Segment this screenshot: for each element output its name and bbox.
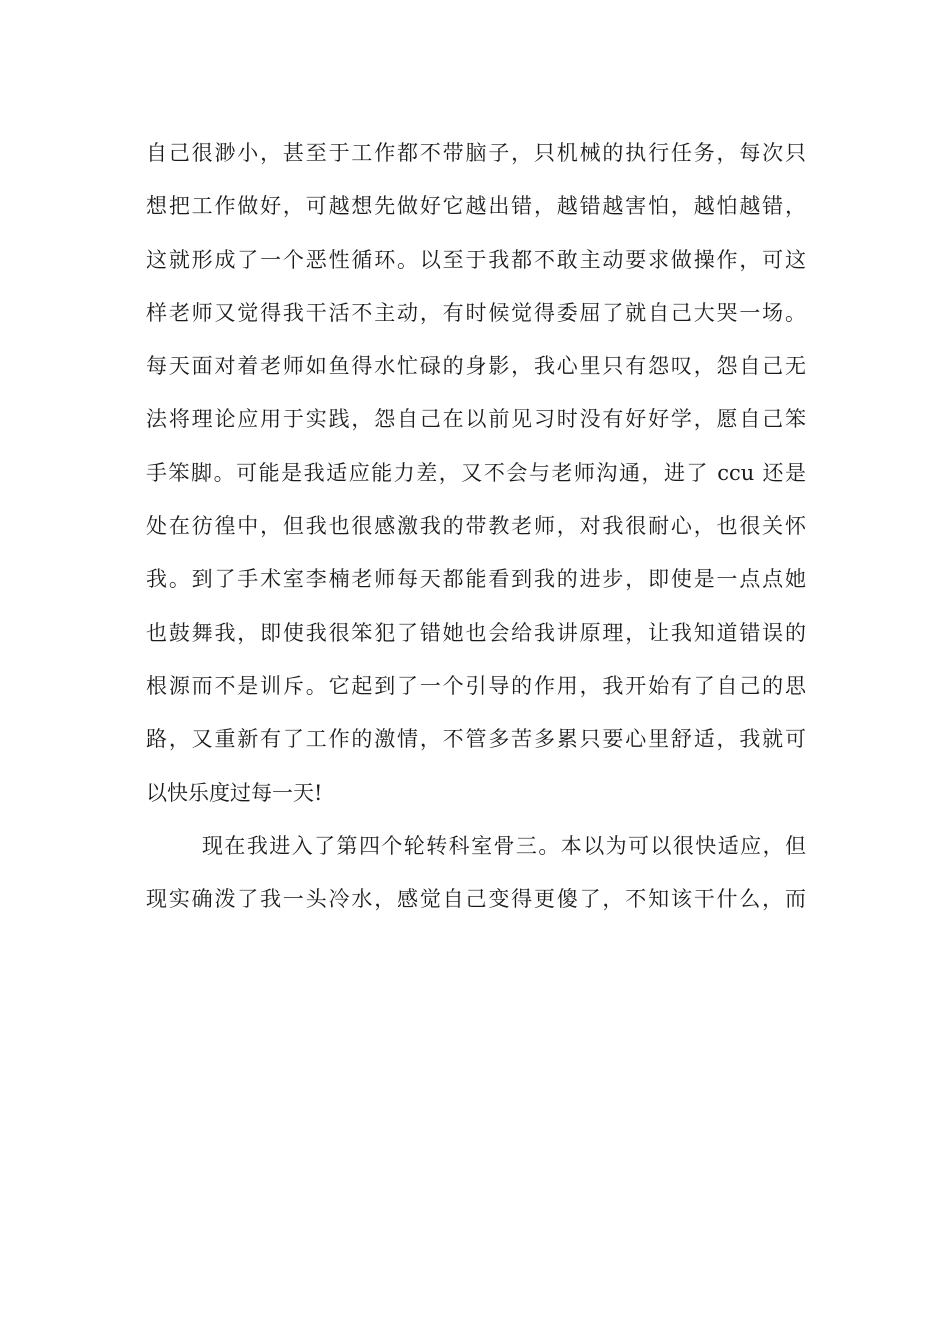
text-line: 这就形成了一个恶性循环。以至于我都不敢主动要求做操作，可这	[146, 247, 806, 272]
text-line: 法将理论应用于实践，怨自己在以前见习时没有好好学，愿自己笨	[146, 407, 806, 432]
text-line: 每天面对着老师如鱼得水忙碌的身影，我心里只有怨叹，怨自己无	[146, 354, 806, 379]
paragraph-first-line: 现在我进入了第四个轮转科室骨三。本以为可以很快适应，但	[202, 833, 806, 858]
text-line: 样老师又觉得我干活不主动，有时候觉得委屈了就自己大哭一场。	[146, 300, 806, 325]
paragraph-end-line: 以快乐度过每一天!	[146, 780, 323, 805]
text-line: 也鼓舞我，即使我很笨犯了错她也会给我讲原理，让我知道错误的	[146, 620, 806, 645]
text-line: 自己很渺小，甚至于工作都不带脑子，只机械的执行任务，每次只	[146, 141, 806, 165]
text-line: 我。到了手术室李楠老师每天都能看到我的进步，即使是一点点她	[146, 567, 806, 592]
body-text	[146, 127, 806, 926]
text-line: 路，又重新有了工作的激情，不管多苦多累只要心里舒适，我就可	[146, 727, 806, 752]
text-line: 手笨脚。可能是我适应能力差，又不会与老师沟通，进了 ccu 还是	[146, 460, 806, 485]
text-line: 现实确泼了我一头冷水，感觉自己变得更傻了，不知该干什么，而	[146, 887, 806, 912]
text-line: 根源而不是训斥。它起到了一个引导的作用，我开始有了自己的思	[146, 673, 806, 698]
text-line: 处在彷徨中，但我也很感激我的带教老师，对我很耐心，也很关怀	[146, 514, 806, 539]
text-line: 想把工作做好，可越想先做好它越出错，越错越害怕，越怕越错，	[146, 194, 806, 219]
